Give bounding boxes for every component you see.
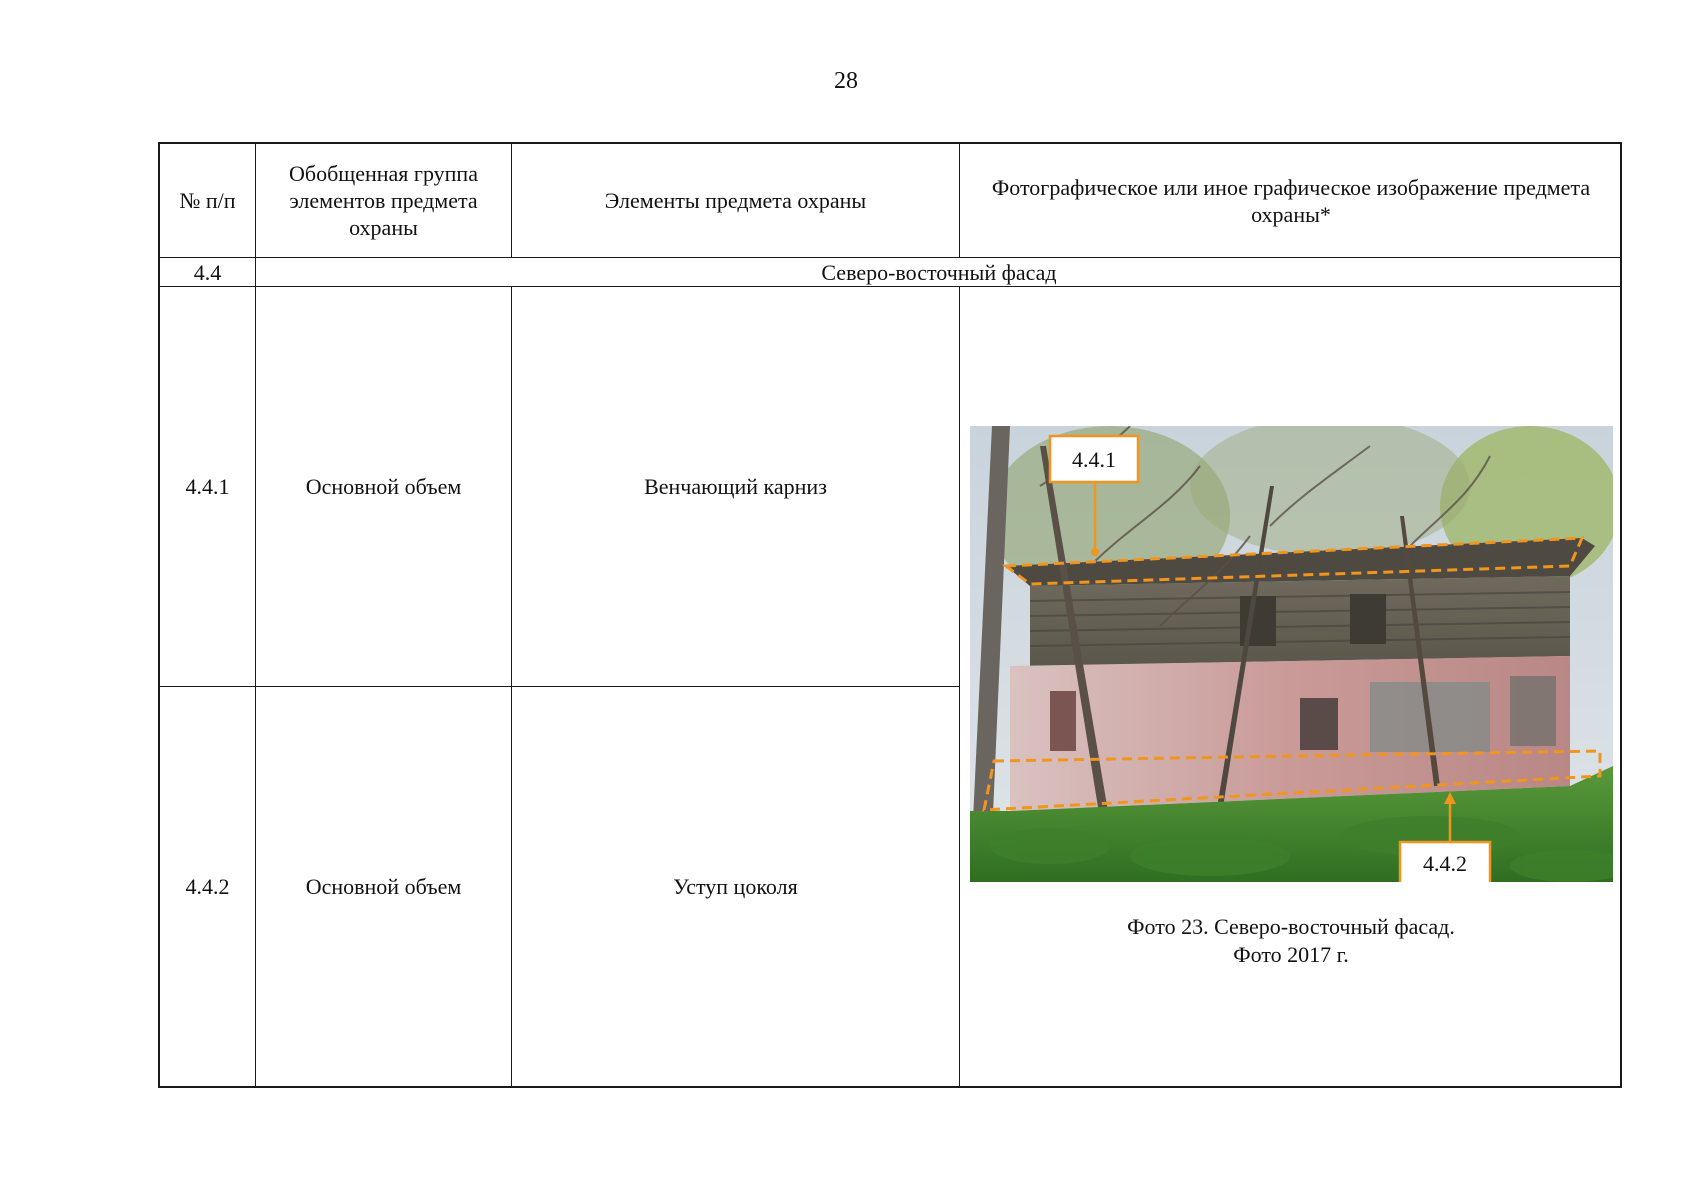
callout-bottom-label: 4.4.2 <box>1423 851 1467 876</box>
row-num: 4.4.1 <box>160 287 256 687</box>
protection-elements-table <box>158 142 1622 1088</box>
header-image: Фотографическое или иное графическое изображение предмета охраны* <box>960 144 1622 258</box>
row-element: Уступ цоколя <box>512 687 960 1086</box>
facade-photo <box>970 426 1613 882</box>
callout-top-label: 4.4.1 <box>1072 447 1116 472</box>
row-group: Основной объем <box>256 287 512 687</box>
header-num: № п/п <box>160 144 256 258</box>
row-group: Основной объем <box>256 687 512 1086</box>
photo-caption <box>960 913 1622 969</box>
header-group: Обобщенная группа элементов предмета охраны <box>256 144 512 258</box>
caption-line-1: Фото 23. Северо-восточный фасад. <box>1127 914 1455 939</box>
page-number: 28 <box>834 68 858 94</box>
row-num: 4.4.2 <box>160 687 256 1086</box>
header-elements: Элементы предмета охраны <box>512 144 960 258</box>
section-title: Северо-восточный фасад <box>256 258 1622 287</box>
caption-line-2: Фото 2017 г. <box>1233 942 1349 967</box>
row-element: Венчающий карниз <box>512 287 960 687</box>
section-num: 4.4 <box>160 258 256 287</box>
photo-cell <box>960 287 1622 1086</box>
